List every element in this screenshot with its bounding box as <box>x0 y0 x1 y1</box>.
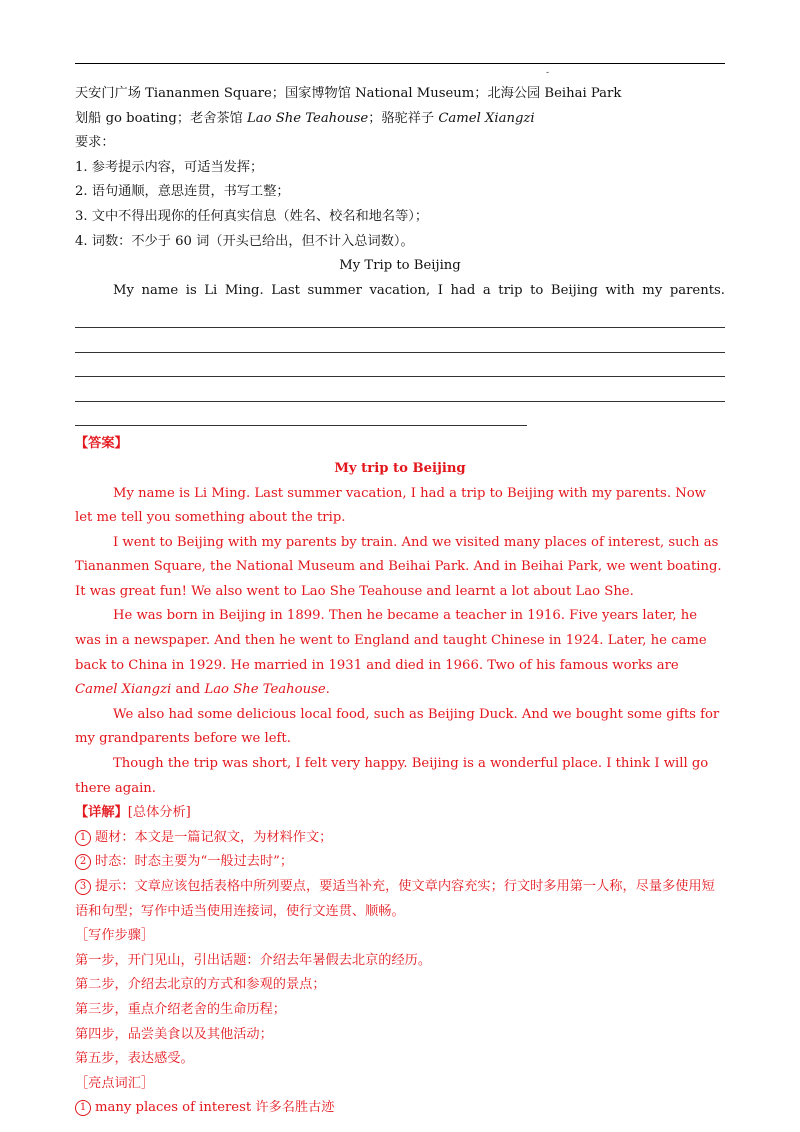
analysis-item: 3 提示：文章应该包括表格中所列要点，要适当补充，使文章内容充实；行文时多用第一人称，尽量多使用短语和句型；写作中适当使用连接词，使行文连贯、顺畅。 <box>75 879 715 919</box>
writing-line <box>75 328 725 353</box>
content <box>75 82 725 1121</box>
step-item: 第四步，品尝美食以及其他活动； <box>75 1026 273 1042</box>
prompt-opening: My name is Li Ming. Last summer vacation, I had a trip to Beijing with my parents. <box>113 282 725 298</box>
steps-heading: ［写作步骤］ <box>75 928 155 944</box>
answer-label: 【答案】 <box>75 436 128 452</box>
circled-number: 1 <box>75 830 91 846</box>
page-mark: - <box>546 68 550 78</box>
circled-number: 2 <box>75 854 91 870</box>
requirement-item: 2. 语句通顺，意思连贯，书写工整； <box>75 184 290 200</box>
hint-line-1: 天安门广场 Tiananmen Square；国家博物馆 National Museum；北海公园 Beihai Park <box>75 86 622 101</box>
hint-line-2: 划船 go boating；老舍茶馆 Lao She Teahouse；骆驼祥子 Camel Xiangzi <box>75 110 535 126</box>
highlights-heading: ［亮点词汇］ <box>75 1075 155 1091</box>
analysis-item: 2 时态：时态主要为“一般过去时”； <box>75 850 725 875</box>
writing-line <box>75 353 725 378</box>
requirements-heading: 要求： <box>75 135 115 151</box>
answer-paragraph: He was born in Beijing in 1899. Then he became a teacher in 1916. Five years later, he was in a newspaper. And then he went to England and taught Chinese in 1924. Later, he came back to China in 1929. He married in 1931 and died in 1966. Two of his famous works are Camel Xiangzi and Lao She Teahouse. <box>75 608 707 698</box>
writing-line <box>75 303 725 328</box>
step-item: 第五步，表达感受。 <box>75 1051 194 1067</box>
analysis-heading: 【详解】[总体分析] <box>75 805 191 821</box>
answer-paragraph: My name is Li Ming. Last summer vacation, I had a trip to Beijing with my parents. Now let me tell you something about the trip. <box>75 485 706 526</box>
answer-essay <box>75 482 725 802</box>
writing-line <box>75 377 725 402</box>
answer-paragraph: Though the trip was short, I felt very happy. Beijing is a wonderful place. I think I will go there again. <box>75 756 709 796</box>
requirement-item: 4. 词数：不少于 60 词（开头已给出，但不计入总词数）。 <box>75 233 414 249</box>
header-rule <box>75 63 725 64</box>
answer-paragraph: I went to Beijing with my parents by train. And we visited many places of interest, such as Tiananmen Square, the National Museum and Beihai Park. And in Beihai Park, we went boating. It was great fun! We also went to Lao She Teahouse and learnt a lot about Lao She. <box>75 534 722 599</box>
prompt-title: My Trip to Beijing <box>339 258 461 274</box>
requirement-item: 1. 参考提示内容，可适当发挥； <box>75 159 264 175</box>
circled-number: 1 <box>75 1100 91 1116</box>
highlight-item: 1 many places of interest 许多名胜古迹 <box>75 1096 725 1121</box>
step-item: 第二步，介绍去北京的方式和参观的景点； <box>75 977 326 993</box>
answer-paragraph: We also had some delicious local food, such as Beijing Duck. And we bought some gifts for my grandparents before we left. <box>75 706 720 747</box>
writing-line <box>75 402 527 427</box>
circled-number: 3 <box>75 879 91 895</box>
answer-title: My trip to Beijing <box>334 460 466 476</box>
step-item: 第一步，开门见山，引出话题：介绍去年暑假去北京的经历。 <box>75 952 432 968</box>
analysis-item: 1 题材：本文是一篇记叙文，为材料作文； <box>75 826 725 851</box>
step-item: 第三步，重点介绍老舍的生命历程； <box>75 1001 286 1017</box>
requirement-item: 3. 文中不得出现你的任何真实信息（姓名、校名和地名等）； <box>75 208 429 224</box>
analysis-section <box>75 801 725 1121</box>
